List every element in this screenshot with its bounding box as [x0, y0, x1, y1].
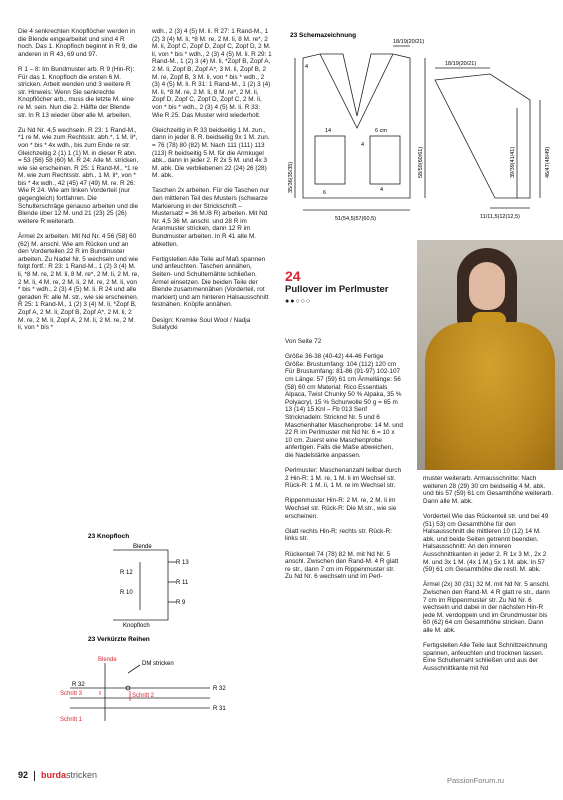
knopfloch-knopfloch: Knopfloch: [123, 623, 150, 629]
paragraph: Ärmel 2x arbeiten. Mit Nd Nr. 4 56 (58) 60 (62) M. anschl. Wie am Rücken und an den Vorderteilen 22 R im Bundmuster arbeiten. Zu Nadel Nr. 5 wechseln und wie folgt fortf.: R 23: 1 Rand-M., 1 (2) 3 (4) M. li, *8 M. re, 2 M. li, 8 M. re*, 2 M. li, 2 M. re, 2 M. li, 4 M. re, 2 M. li, 2 M. re, 2 M. li, von * bis * wdh., 2 (3) 4 (5) M. li. R 24 und alle geraden R: alle M. str., wie sie erscheinen. R 25: 1 Rand-M., 1 (2) 3 (4) M. li, *Zopf B, Zopf A, 2 M. li, Zopf B, Zopf A*, 2 M. li, 2 M. re, 2 M. li, Zopf A, 2 M. li, 2 M. re, 2 M. li, von * bis *: [18, 233, 140, 332]
paragraph: Taschen 2x arbeiten. Für die Taschen nur den mittleren Teil des Musters (schwarze Markierung in der Strickschrift – Mustersatz = 36 M./8 R) arbeiten. Mit Nd Nr. 4,5 36 M. anschl. und 28 R im Aranmuster stricken, dann 12 R im Bundmuster arbeiten. In R 41 alle M. abketten.: [152, 187, 270, 248]
reihen-schritt2: Schritt 2: [132, 693, 155, 699]
schema-dim-4a: 4: [305, 64, 309, 70]
schema-dim-14: 14: [325, 128, 332, 134]
paragraph: Perlmuster: Maschenanzahl teilbar durch 2 Hin-R: 1 M. re, 1 M. li im Wechsel str. Rück-R: 1 M. li, 1 M. re im Wechsel str.: [285, 467, 402, 490]
model-photo: [417, 240, 563, 470]
schema-sleeve-h1: 39/39(41/41): [510, 146, 516, 178]
knopfloch-diagram: [88, 530, 198, 630]
paragraph: Fertigstellen Alle Teile auf Maß spannen und anfeuchten. Taschen annähen, Seiten- und Schulternähte schließen. Ärmel einsetzen. Die beiden Teile der Blende zusammennähen (Vorderteil, rot markiert) und am hinteren Halsausschnitt festnähen. Knöpfe annähen.: [152, 255, 269, 309]
watermark: PassionForum.ru: [447, 776, 505, 785]
paragraph: Zu Nd Nr. 4,5 wechseln. R 23: 1 Rand-M., *1 re M. wie zum Rechtsstr. abh.*, 1 M. li*, von * bis * 4x wdh., bis zum Ende re str. Gleichzeitig 2 (1) 1 (1) M. in dieser R abn. = 53 (56) 58 (60) M. R 24: Alle M. stricken, wie sie erscheinen. R 25: 1 Rand-M., *1 re M. wie zum Rechtsstr. abh., 1 M. li*, von * bis * 4x wdh., 42 (45) 47 (49) M. re. R 26: Wie R 24. Wie am linken Vorderteil (nur gegengleich) fortfahren. Die Schulterschräge genauso arbeiten und die Blende über 12 M. und 21 (23) 25 (26) weitere R weiterarb.: [18, 126, 139, 225]
knopfloch-r9: R 9: [176, 600, 186, 606]
knopfloch-r12: R 12: [120, 570, 133, 576]
reihen-blende: Blende: [98, 657, 117, 663]
knopfloch-r11: R 11: [176, 580, 189, 586]
schema-sleeve-h2: 46/47(48/49): [545, 146, 551, 178]
schema-sleeve-top: 18/19(20/21): [445, 61, 477, 67]
paragraph: Vorderteil Wie das Rückenteil str. und bei 49 (51) 53) cm Gesamthöhe für den Halsausschnitt die mittleren 10 (12) 14 M. abk. und beide Seiten getrennt beenden. Halsausschnitt: An den inneren Ausschnittkanten in jeder 2. R 1x 3 M., 2x 2 M. und 3x 1 M. (4x 1 M.) 5x 1 M. abk. In 57 (59) 61 cm Gesamthöhe die restl. M. abk.: [423, 512, 549, 574]
schema-dim-6cm: 6 cm: [375, 128, 387, 134]
knopfloch-label: 23 Knopfloch: [88, 533, 130, 540]
paragraph: Design: Kremke Soul Wool / Nadja Sulatycki: [152, 316, 251, 332]
paragraph: Ärmel (2x) 30 (31) 32 M. mit Nd Nr. 5 anschl. Zwischen den Rand-M. 4 R glatt re str., dann 7 cm im Rippenmuster str. Zu Nd Nr. 6 wechseln und dabei in der nächsten Hin-R jede M. verdoppeln und im Grundmuster bis 60 (62) 64 cm Gesamthöhe stricken. Dann alle M. abk.: [423, 581, 550, 634]
schema-bottom: 51(54,5)57(60,5): [335, 216, 376, 222]
schema-diagram: [285, 28, 560, 258]
reihen-label: 23 Verkürzte Reihen: [88, 636, 150, 643]
paragraph: Fertigstellen Alle Teile laut Schnittzeichnung spannen, anfeuchten und trocknen lassen. Eine Schulternaht schließen und aus der Ausschnittkante mit Nd: [423, 642, 548, 672]
brand-burda: burda: [41, 770, 67, 780]
paragraph: Glatt rechts Hin-R: rechts str. Rück-R: links str.: [285, 527, 392, 543]
text-column-2: [152, 28, 272, 339]
schema-dim-4b: 4: [361, 142, 365, 148]
schema-height-mid: 58/59(60/61): [418, 146, 424, 178]
photo-face: [469, 262, 505, 310]
reihen-dm: DM stricken: [142, 661, 174, 667]
schema-height-left: 35/36(35/35): [288, 161, 294, 193]
paragraph: Die 4 senkrechten Knopflöcher werden in die Blende eingearbeitet und sind 4 R hoch. Das 1. Knopfloch beginnt in R 9, die anderen in R 43, 69 und 97.: [18, 28, 138, 58]
difficulty-rating: ●●○○○: [285, 298, 312, 305]
paragraph: Rückenteil 74 (78) 82 M. mit Nd Nr. 5 anschl. Zwischen den Rand-M. 4 R glatt re str., dann 7 cm im Rippenmuster str. Zu Nd Nr. 6 wechseln und im Perl-: [285, 550, 399, 581]
text-column-1: [18, 28, 140, 339]
knopfloch-blende: Blende: [133, 544, 152, 550]
knopfloch-r10: R 10: [120, 590, 133, 596]
reihen-schritt1: Schritt 1: [60, 717, 83, 723]
photo-sweater: [425, 322, 555, 470]
paragraph: R 1 – 8: Im Bundmuster arb. R 9 (Hin-R): Für das 1. Knopfloch die ersten 6 M. stricken. Arbeit wenden und 3 weitere R str. Hinweis: Wenn Sie senkrechte Knopflöcher arb., muss die letzte M. eine re M. sein. Nun die 2. Hälfte der Blende str. In R 13 wieder über alle M. arbeiten.: [18, 65, 135, 119]
article-number: 24: [285, 268, 301, 284]
knopfloch-r13: R 13: [176, 560, 189, 566]
footer-divider: [34, 771, 35, 781]
reihen-r32a: R 32: [72, 682, 85, 688]
paragraph: Von Seite 72: [285, 338, 322, 345]
schema-label: 23 Schemazeichnung: [290, 32, 357, 39]
paragraph: muster weiterarb. Armausschnitte: Nach weiteren 28 (29) 30 cm beidseitig 4 M. abk. und bis 57 (59) 61 cm Gesamthöhe weiterarb. Dann alle M. abk.: [423, 475, 554, 505]
schema-dim-4c: 4: [380, 187, 384, 193]
paragraph: wdh., 2 (3) 4 (5) M. li. R 27: 1 Rand-M., 1 (2) 3 (4) M. li, *8 M. re, 2 M. li, 8 M. re*, 2 M. li, Zopf C, Zopf D, Zopf C, Zopf D, 2 M. li, von * bis * wdh., 2 (3) 4 (5) M. li. R 29: 1 Rand-M., 1 (2) 3 (4) M. li, *Zopf B, Zopf A, 2 M. li, Zopf B, Zopf A*, 3 M. li, Zopf B, 2 M. re, Zopf B, 3 M. li, von * bis * wdh., 2 (3) 4 (5) M. li. R 31: 1 Rand-M., 1 (2) 3 (4) M. li, *8 M. re, 2 M. li, 8 M. re*, 2 M. li, Zopf D, Zopf C, Zopf D, Zopf C, 2 M. li, von * bis * wdh., 2 (3) 4 (5) M. li. R 33: Wie R 25. Das Muster wird wiederholt.: [152, 28, 272, 119]
paragraph: Rippenmuster Hin-R: 2 M. re, 2 M. li im Wechsel str. Rück-R: Die M.str., wie sie erscheinen.: [285, 497, 397, 520]
brand-stricken: stricken: [66, 770, 98, 780]
page-footer: [18, 770, 97, 781]
text-column-4: [423, 475, 553, 680]
schema-top-right: 18/19(20/21): [393, 39, 425, 45]
page-number: 92: [18, 770, 29, 780]
reihen-r32b: R 32: [213, 686, 226, 692]
text-column-3: [285, 338, 403, 589]
schema-dim-6: 6: [323, 190, 327, 196]
paragraph: Größe 36-38 (40-42) 44-46 Fertige Größe: Brustumfang: 104 (112) 120 cm Für Brustumfang: 81-86 (91-97) 102-107 cm Länge: 57 (59) 61 cm Ärmellänge: 56 (58) 60 cm Material: Rico Essentials Alpaca, Twist Chunky 50 % Alpaka, 35 % Polyacryl, 15 % Schurwolle 50 g = 65 m 13 (14) 15 Knl – Fb 013 Senf Stricknadeln: Stricknd Nr. 5 und 6 Maschenhalter Maschenprobe: 14 M. und 22 R im Perlmuster mit Nd Nr. 6 = 10 x 10 cm. Zuerst eine Maschenprobe anfertigen. Falls die Maße abweichen, die Nadelstärke anpassen.: [285, 353, 403, 459]
verkuerzte-reihen-diagram: [60, 633, 270, 733]
paragraph: Gleichzeitig in R 33 beidseitig 1 M. zun., dann in jeder 8. R. beidseitig 9x 1 M. zun. = 76 (78) 80 (82) M. Nach 111 (111) 113 (113) R beidseitig 5 M. für die Armkugel abk., dann in jeder 2. R 2x 5 M. und 4x 3 M. abk. Die verbliebenen 22 (24) 26 (28) M. abk.: [152, 126, 270, 180]
reihen-schritt3: Schritt 3: [60, 691, 83, 697]
article-title: Pullover im Perlmuster: [285, 284, 389, 295]
schema-sleeve-bottom: 11/11,5)12(12,5): [480, 214, 520, 220]
reihen-r31: R 31: [213, 706, 226, 712]
